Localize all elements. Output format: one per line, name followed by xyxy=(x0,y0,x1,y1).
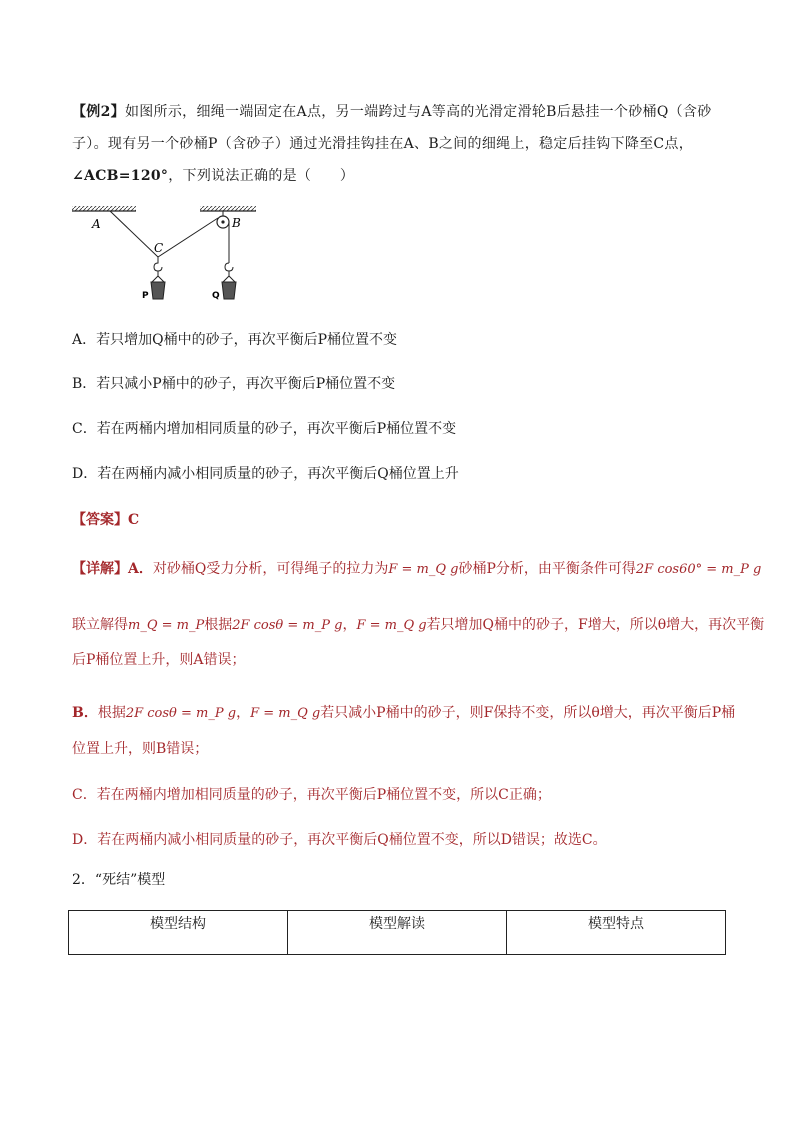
example-line-1: 【例2】如图所示，细绳一端固定在A点，另一端跨过与A等高的光滑定滑轮B后悬挂一个砂桶Q（含砂 xyxy=(72,104,712,120)
detail-c-line: C．若在两桶内增加相同质量的砂子，再次平衡后P桶位置不变，所以C正确； xyxy=(72,787,551,803)
example-line-3: ∠ACB=120°，下列说法正确的是（ ） xyxy=(72,168,355,184)
answer-tag: 【答案】 xyxy=(72,512,128,528)
section-title: 2．“死结”模型 xyxy=(72,872,166,888)
option-b: B．若只减小P桶中的砂子，再次平衡后P桶位置不变 xyxy=(72,376,396,392)
label-a: A xyxy=(92,217,101,231)
detail-b-line-1: B．根据2F cosθ = m_P g，F = m_Q g若只减小P桶中的砂子，则F保持不变，所以θ增大，再次平衡后P桶 xyxy=(72,705,736,721)
detail-a-line-3: 后P桶位置上升，则A错误； xyxy=(72,652,246,668)
formula-2fcos60: 2F cos60° = m_P g xyxy=(635,562,762,577)
detail-a-line-2: 联立解得m_Q = m_P根据2F cosθ = m_P g，F = m_Q g若只增加Q桶中的砂子，F增大，所以θ增大，再次平衡 xyxy=(72,617,765,633)
table-header-row xyxy=(69,911,726,955)
label-c: C xyxy=(154,241,164,255)
answer-value: C xyxy=(128,512,140,528)
detail-tag: 【详解】 xyxy=(72,561,128,577)
label-p: P xyxy=(142,291,149,301)
hook-q xyxy=(225,263,233,271)
model-table xyxy=(68,910,726,955)
table-header-interpretation: 模型解读 xyxy=(288,911,507,955)
example-paragraph xyxy=(72,96,728,192)
rope-ac xyxy=(110,211,158,257)
detail-b-line-2: 位置上升，则B错误； xyxy=(72,741,209,757)
detail-a-line-1: 【详解】A．对砂桶Q受力分析，可得绳子的拉力为F = m_Q g砂桶P分析，由平衡条件可得2F cos60° = m_P g xyxy=(72,561,762,577)
answer-line xyxy=(72,508,728,532)
rope-cb xyxy=(158,218,218,257)
pulley-axle xyxy=(221,220,224,223)
label-b: B xyxy=(232,216,241,230)
option-d: D．若在两桶内减小相同质量的砂子，再次平衡后Q桶位置上升 xyxy=(72,466,459,482)
bucket-q xyxy=(222,271,236,299)
detail-d-line: D．若在两桶内减小相同质量的砂子，再次平衡后Q桶位置不变，所以D错误；故选C。 xyxy=(72,832,607,848)
bucket-p xyxy=(151,271,165,299)
example-line-2: 子）。现有另一个砂桶P（含砂子）通过光滑挂钩挂在A、B之间的细绳上，稳定后挂钩下降至C点， xyxy=(72,136,694,152)
pulley-diagram xyxy=(70,200,270,310)
example-tag: 【例2】 xyxy=(72,104,125,120)
ceiling-right xyxy=(200,206,256,211)
table-header-features: 模型特点 xyxy=(507,911,726,955)
option-a: A．若只增加Q桶中的砂子，再次平衡后P桶位置不变 xyxy=(72,332,398,348)
formula-f-mqg: F = m_Q g xyxy=(388,562,459,577)
ceiling-left xyxy=(72,206,136,211)
label-q: Q xyxy=(212,291,220,301)
hook-p xyxy=(154,257,162,271)
option-c: C．若在两桶内增加相同质量的砂子，再次平衡后P桶位置不变 xyxy=(72,421,457,437)
table-header-structure: 模型结构 xyxy=(69,911,288,955)
